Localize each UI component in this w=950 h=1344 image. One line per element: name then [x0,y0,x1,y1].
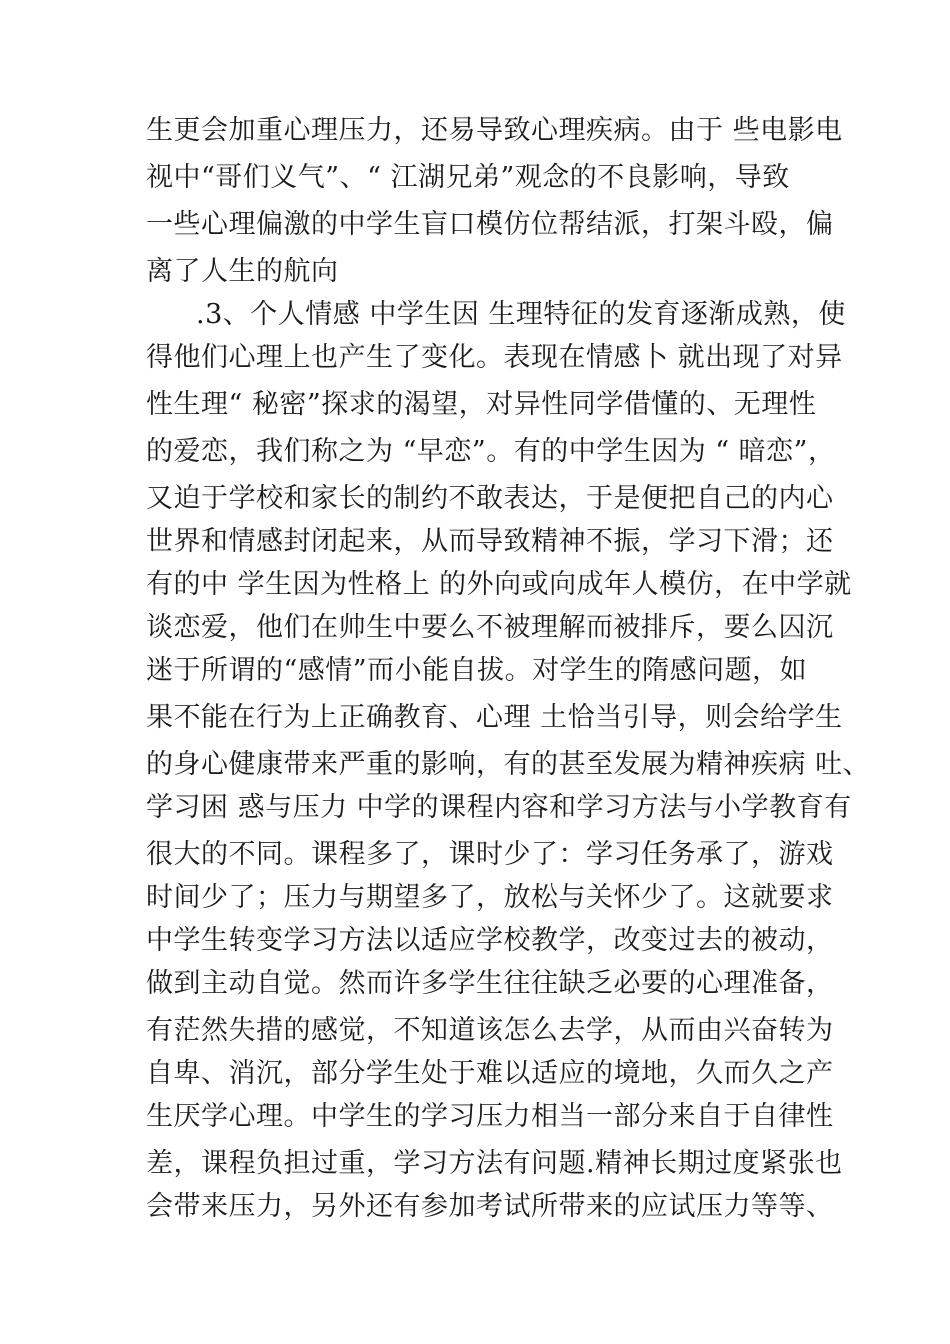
text-line: 一些心理偏激的中学生盲口模仿位帮结派，打架斗殴，偏 [146,209,834,240]
text-line: 有茫然失措的感觉，不知道该怎么去学，从而由兴奋转为 [146,1015,834,1046]
paragraph-start-line: .3、个人情感 中学生因 生理特征的发育逐渐成熟，使 [196,299,846,330]
text-line: 自卑、消沉，部分学生处于难以适应的境地，久而久之产 [146,1058,834,1089]
text-line: 谈恋爱，他们在帅生中要么不被理解而被排斥，要么囚沉 [146,612,834,643]
text-line: 的爱恋，我们称之为 “早恋”。有的中学生因为 “ 暗恋”， [146,436,836,467]
text-line: 离了人生的航向 [146,256,339,287]
text-line: 差，课程负担过重，学习方法有问题.精神长期过度紧张也 [146,1148,843,1179]
text-line: 做到主动自觉。然而许多学生往往缺乏必要的心理准备， [146,968,834,999]
text-line: 的身心健康带来严重的影响，有的甚至发展为精神疾病 吐、 [146,749,871,780]
text-line: 中学生转变学习方法以适应学校教学，改变过去的被动， [146,925,834,956]
text-line: 得他们心理上也产生了变化。表现在情感卜 就出现了对异 [146,342,843,373]
text-line: 果不能在行为上正确教育、心理 土恰当引导，则会给学生 [146,702,843,733]
text-line: 学习困 惑与压力 中学的课程内容和学习方法与小学教育有 [146,792,852,823]
text-line: 性生理“ 秘密”探求的渴望，对异性同学借懂的、无理性 [146,389,817,420]
text-line: 生更会加重心理压力，还易导致心理疾病。由于 些电影电 [146,115,843,146]
text-line: 生厌学心理。中学生的学习压力相当一部分来自于自律性 [146,1101,834,1132]
text-line: 世界和情感封闭起来，从而导致精神不振，学习下滑；还 [146,526,834,557]
text-line: 会带来压力，另外还有参加考试所带来的应试压力等等、 [146,1191,834,1222]
text-line: 时间少了；压力与期望多了，放松与关怀少了。这就要求 [146,882,834,913]
text-line: 视中“哥们义气”、“ 江湖兄弟”观念的不良影响，导致 [146,162,790,193]
text-line: 有的中 学生因为性格上 的外向或向成年人模仿，在中学就 [146,569,852,600]
text-line: 迷于所谓的“感情”而小能自拔。对学生的隋感问题，如 [146,655,808,686]
text-line: 又迫于学校和家长的制约不敢表达，于是便把自己的内心 [146,483,834,514]
text-line: 很大的不同。课程多了，课时少了：学习任务承了，游戏 [146,839,834,870]
